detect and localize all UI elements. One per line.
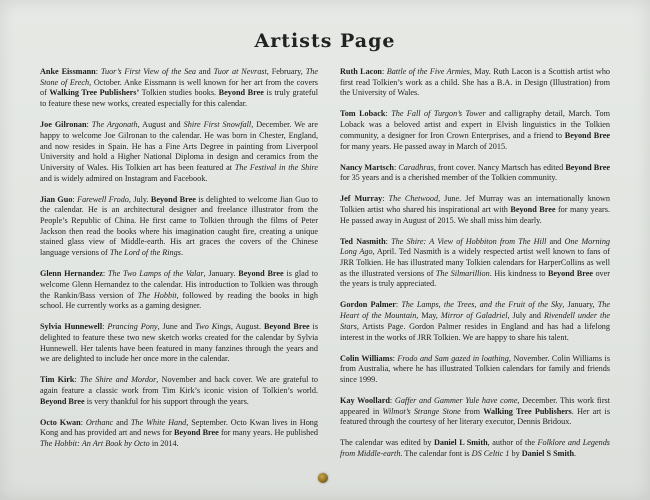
artist-entry-tim-kirk: Tim Kirk: The Shire and Mordor, November and back cover. We are grateful to again feature a classic work from Tim Kirk’s iconic vision of Tolkien’s world. Beyond Bree is very thankful for his support through the years. xyxy=(40,375,318,406)
artist-entry-anke-eissmann: Anke Eissmann: Tuor’s First View of the Sea and Tuor at Nevrast, February, The Stone of Erech, October. Anke Eissmann is well known for her art from the covers of Walking Tree Publishers’ Tolkien studies books. Beyond Bree is truly grateful to feature these new works, created especially for this calendar. xyxy=(40,67,318,109)
artist-entry-ted-nasmith: Ted Nasmith: The Shire: A View of Hobbiton from The Hill and One Morning Long Ago, April. Ted Nasmith is a widely respected artist well known to fans of JRR Tolkien. He has illustrated many Tolkien calendars for HarperCollins as well as the illustrated versions of The Silmarillion. His kindness to Beyond Bree over the years is truly appreciated. xyxy=(340,236,611,289)
artist-entry-sylvia-hunnewell: Sylvia Hunnewell: Prancing Pony, June and Two Kings, August. Beyond Bree is delighted to feature these two new sketch works created for the calendar by Sylvia Hunnewell. Her talents have been featured in many fanzines through the years and we are delighted to include her once more in the calendar. xyxy=(40,322,319,364)
artist-entry-jian-guo: Jian Guo: Farewell Frodo, July. Beyond Bree is delighted to welcome Jian Guo to the calendar. He is an architectural designer and freelance illustrator from the People’s Republic of China. He first came to Tolkien through the films of Peter Jackson then read the books where his imagination caught fire, creating a unique stained glass view of Middle-earth. His art graces the covers of the Chinese language versions of The Lord of the Rings. xyxy=(40,194,318,258)
artist-entry-jef-murray: Jef Murray: The Chetwood, June. Jef Murray was an internationally known Tolkien artist who shared his inspirational art with Beyond Bree for many years. He passed away in August of 2015. We shall miss him dearly. xyxy=(340,194,611,225)
artist-entry-octo-kwan: Octo Kwan: Orthanc and The White Hand, September. Octo Kwan lives in Hong Kong and has provided art and news for Beyond Bree for many years. He published The Hobbit: An Art Book by Octo in 2014. xyxy=(40,417,318,449)
artist-entry-glenn-hernandez: Glenn Hernandez: The Two Lamps of the Valar, January. Beyond Bree is glad to welcome Glenn Hernandez to the calendar. His introduction to Tolkien was through the Rankin/Bass version of The Hobbit, followed by reading the books in high school. He currently works as a gaming designer. xyxy=(40,269,318,311)
left-column xyxy=(40,67,318,460)
artist-entry-ruth-lacon: Ruth Lacon: Battle of the Five Armies, May. Ruth Lacon is a Scottish artist who first read Tolkien’s work as a child. She has a B.A. in Design (Illustration) from the University of Wales. xyxy=(340,67,611,98)
right-column xyxy=(340,67,610,470)
artist-entry-colin-williams: Colin Williams: Frodo and Sam gazed in loathing, November. Colin Williams is from Australia, where he has illustrated Tolkien calendars for family and friends since 1999. xyxy=(340,353,611,384)
artist-entry-joe-gilronan: Joe Gilronan: The Argonath, August and Shire First Snowfall, December. We are happy to welcome Joe Gilronan to the calendar. He was born in Chester, England, and now resides in Spain. He has a Fine Arts Degree in painting from Liverpool University and hold a Higher National Diploma in design and ceramics from the University of Wales. His Tolkien art has been featured at The Festival in the Shire and is widely admired on Instagram and Facebook. xyxy=(40,120,319,183)
artist-entry-kay-woollard: Kay Woollard: Gaffer and Gammer Yule have come, December. This work first appeared in Wilmot’s Strange Stone from Walking Tree Publishers. Her art is featured through the courtesy of her literary executor, Dennis Bridoux. xyxy=(340,395,611,427)
hanging-hole xyxy=(318,473,328,483)
page-title: Artists Page xyxy=(254,30,396,52)
artist-entry-nancy-martsch: Nancy Martsch: Caradhras, front cover. Nancy Martsch has edited Beyond Bree for 35 years and is a cherished member of the Tolkien community. xyxy=(340,162,611,183)
artist-entry-tom-loback: Tom Loback: The Fall of Turgon’s Tower and calligraphy detail, March. Tom Loback was a beloved artist and expert in Elvish linguistics in the Tolkien community, a designer for Iron Crown Enterprises, and a friend to Beyond Bree for many years. He passed away in March of 2015. xyxy=(340,109,611,151)
artist-entry-calendar-credits: The calendar was edited by Daniel L Smith, author of the Folklore and Legends from Middle-earth. The calendar font is DS Celtic 1 by Daniel S Smith. xyxy=(340,438,610,459)
artist-entry-gordon-palmer: Gordon Palmer: The Lamps, the Trees, and the Fruit of the Sky, January, The Heart of the Mountain, May, Mirror of Galadriel, July and Rivendell under the Stars, Artists Page. Gordon Palmer resides in England and has had a lifelong interest in the works of JRR Tolkien. We are happy to share his talent. xyxy=(340,300,611,342)
